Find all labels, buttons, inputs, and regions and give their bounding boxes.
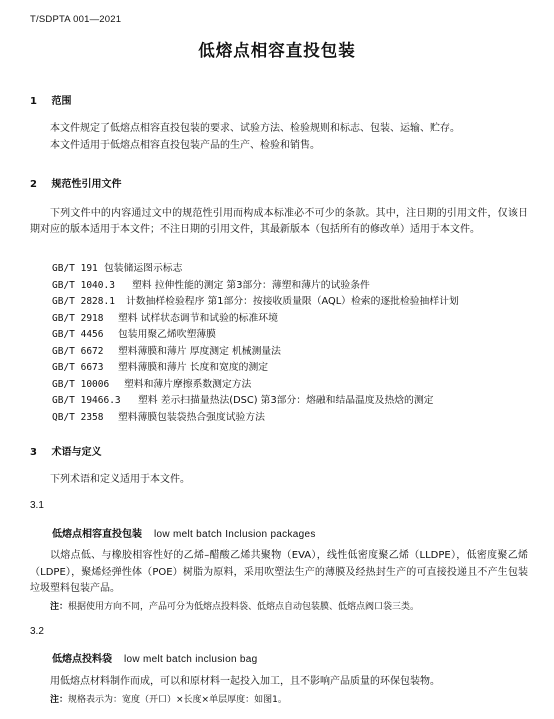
reference-item <box>52 377 459 394</box>
term-note <box>50 599 419 612</box>
reference-code: GB/T 19466.3 <box>52 395 121 406</box>
term-definition: 用低熔点材料制作而成，可以和原材料一起投入加工，且不影响产品质量的环保包装物。 <box>50 676 440 687</box>
reference-code: GB/T 191 <box>52 263 98 274</box>
reference-item <box>52 393 459 410</box>
reference-title: 计数抽样检验程序 第1部分：按接收质量限（AQL）检索的逐批检验抽样计划 <box>126 296 459 307</box>
note-text: 规格表示为：宽度（开口）×长度×单层厚度：如图1。 <box>68 695 287 705</box>
term-definition: 以熔点低、与橡胶相容性好的乙烯–醋酸乙烯共聚物（EVA），线性低密度聚乙烯（LLDPE），低密度聚乙烯（LDPE），聚烯烃弹性体（POE）树脂为原料，采用吹塑法生产的薄膜及经热封生产的可直接投递且不产生包装垃圾塑料包装产品。 <box>30 550 528 594</box>
term-name-en: low melt batch Inclusion packages <box>154 529 316 540</box>
reference-title: 塑料薄膜包装袋热合强度试验方法 <box>118 411 265 423</box>
reference-item <box>52 278 459 295</box>
reference-item <box>52 261 459 278</box>
reference-code: QB/T 2358 <box>52 411 104 423</box>
section-2-heading <box>30 175 121 190</box>
section-number: 2 <box>30 179 37 190</box>
reference-title: 塑料 试样状态调节和试验的标准环境 <box>118 312 278 324</box>
reference-item <box>52 294 459 311</box>
section-1-heading <box>30 92 71 107</box>
terms-intro: 下列术语和定义适用于本文件。 <box>50 474 190 485</box>
reference-item <box>52 410 459 427</box>
section-title: 规范性引用文件 <box>51 179 122 190</box>
scope-paragraph-1: 本文件规定了低熔点相容直投包装的要求、试验方法、检验规则和标志、包装、运输、贮存。 <box>50 123 460 134</box>
term-name-zh: 低熔点投料袋 <box>52 654 112 665</box>
section-number: 3 <box>30 447 37 458</box>
reference-item <box>52 311 459 328</box>
reference-item <box>52 360 459 377</box>
reference-code: GB/T 2828.1 <box>52 296 115 307</box>
note-text: 根据使用方向不同，产品可分为低熔点投料袋、低熔点自动包装膜、低熔点阀口袋三类。 <box>68 602 420 612</box>
section-title: 范围 <box>51 96 72 107</box>
reference-title: 塑料和薄片摩擦系数测定方法 <box>124 378 252 390</box>
reference-code: GB/T 1040.3 <box>52 279 115 291</box>
document-code: T/SDPTA 001—2021 <box>30 14 122 25</box>
document-title: 低熔点相容直投包装 <box>198 41 356 60</box>
term-note <box>50 692 287 705</box>
reference-title: 塑料 差示扫描量热法(DSC) 第3部分：熔融和结晶温度及热焓的测定 <box>138 395 434 406</box>
reference-title: 塑料 拉伸性能的测定 第3部分：薄塑和薄片的试验条件 <box>132 279 370 291</box>
reference-item <box>52 327 459 344</box>
scope-paragraph-2: 本文件适用于低熔点相容直投包装产品的生产、检验和销售。 <box>50 140 320 151</box>
term-number: 3.2 <box>30 626 44 637</box>
section-number: 1 <box>30 96 37 107</box>
note-label: 注： <box>50 695 69 705</box>
note-label: 注： <box>50 602 69 612</box>
reference-list <box>52 261 459 426</box>
section-3-heading <box>30 443 101 458</box>
reference-title: 塑料薄膜和薄片 长度和宽度的测定 <box>118 362 269 373</box>
term-heading <box>52 525 316 540</box>
reference-item <box>52 344 459 361</box>
reference-title: 包装储运图示标志 <box>104 263 183 274</box>
reference-code: GB/T 2918 <box>52 312 104 324</box>
reference-code: GB/T 6673 <box>52 362 104 373</box>
reference-code: GB/T 10006 <box>52 378 110 390</box>
reference-title: 塑料薄膜和薄片 厚度测定 机械测量法 <box>118 345 281 357</box>
term-name-zh: 低熔点相容直投包装 <box>52 529 142 540</box>
reference-code: GB/T 4456 <box>52 329 104 340</box>
term-number: 3.1 <box>30 500 44 511</box>
term-name-en: low melt batch inclusion bag <box>124 654 258 665</box>
section-title: 术语与定义 <box>51 447 102 458</box>
reference-code: GB/T 6672 <box>52 345 104 357</box>
reference-title: 包装用聚乙烯吹塑薄膜 <box>118 329 216 340</box>
term-heading <box>52 650 257 665</box>
references-intro: 下列文件中的内容通过文中的规范性引用而构成本标准必不可少的条款。其中，注日期的引用文件，仅该日期对应的版本适用于本文件；不注日期的引用文件，其最新版本（包括所有的修改单）适用于本文件。 <box>30 208 528 235</box>
